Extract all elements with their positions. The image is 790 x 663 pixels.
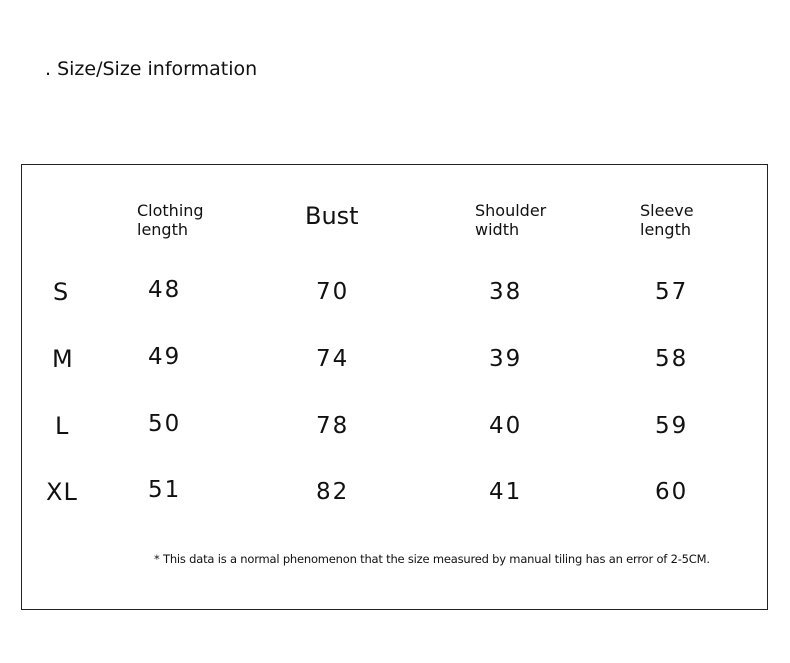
header-clothing-length-line1: Clothing [137,201,204,220]
cell-xl-bust: 82 [316,479,350,505]
header-shoulder-width-line1: Shoulder [475,201,547,220]
cell-xl-sleeve-length: 60 [655,479,689,505]
cell-s-clothing-length: 48 [148,277,182,303]
header-clothing-length-line2: length [137,220,188,239]
cell-s-bust: 70 [316,279,350,305]
header-shoulder-width [475,201,546,239]
cell-l-shoulder-width: 40 [489,413,523,439]
header-sleeve-length [640,201,694,239]
header-clothing-length [137,201,204,239]
cell-l-bust: 78 [316,413,350,439]
row-label-l: L [55,412,70,440]
row-label-s: S [53,278,70,306]
page-title: . Size/Size information [45,58,258,80]
cell-l-sleeve-length: 59 [655,413,689,439]
cell-s-sleeve-length: 57 [655,279,689,305]
header-shoulder-width-line2: width [475,220,520,239]
cell-m-bust: 74 [316,346,350,372]
cell-m-clothing-length: 49 [148,344,182,370]
header-sleeve-length-line2: length [640,220,691,239]
cell-m-sleeve-length: 58 [655,346,689,372]
row-label-xl: XL [46,478,78,506]
header-bust: Bust [305,202,359,230]
cell-l-clothing-length: 50 [148,411,182,437]
size-table [21,164,768,610]
cell-s-shoulder-width: 38 [489,279,523,305]
header-sleeve-length-line1: Sleeve [640,201,694,220]
cell-xl-clothing-length: 51 [148,477,182,503]
cell-xl-shoulder-width: 41 [489,479,523,505]
row-label-m: M [52,345,74,373]
footnote: * This data is a normal phenomenon that the size measured by manual tiling has an error of 2-5CM. [154,552,710,566]
cell-m-shoulder-width: 39 [489,346,523,372]
